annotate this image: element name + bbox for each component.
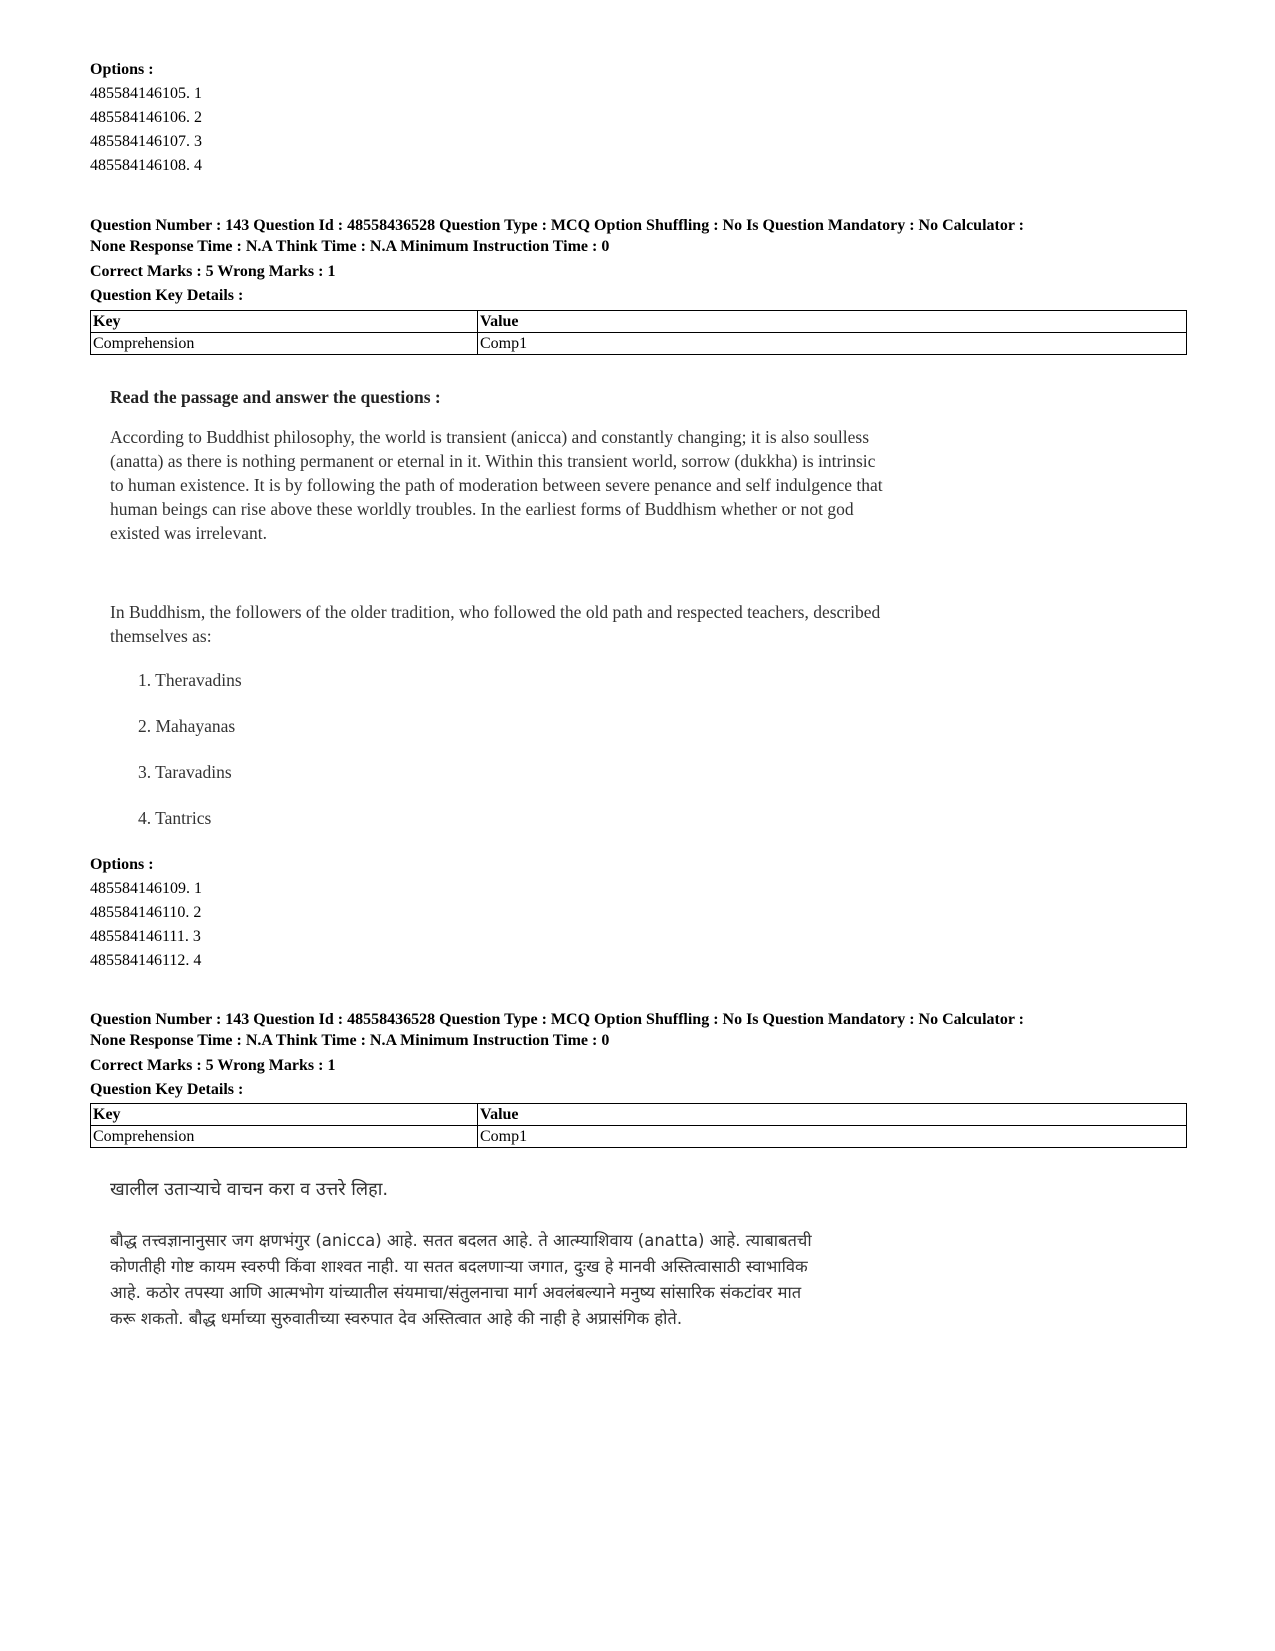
option-item: 485584146106. 2: [90, 109, 202, 126]
passage-text: [110, 1228, 1110, 1332]
option-item: 485584146111. 3: [90, 928, 201, 945]
marks-line: Correct Marks : 5 Wrong Marks : 1: [90, 263, 336, 280]
passage-line: कोणतीही गोष्ट कायम स्वरुपी किंवा शाश्वत नाही. या सतत बदलणाऱ्या जगात, दुःख हे मानवी अस्तित्वासाठी स्वाभाविक: [110, 1257, 808, 1276]
passage-title: Read the passage and answer the questions :: [110, 387, 441, 407]
choice-item: 2. Mahayanas: [138, 716, 236, 736]
key-details-label: Question Key Details :: [90, 1081, 244, 1098]
question-meta: [90, 215, 1210, 257]
table-header-value: Value: [478, 311, 1187, 333]
question-key-table: [90, 1103, 1187, 1148]
passage-line: existed was irrelevant.: [110, 523, 267, 543]
table-row: [91, 333, 1187, 355]
passage-title: खालील उताऱ्याचे वाचन करा व उत्तरे लिहा.: [110, 1179, 389, 1200]
table-cell-value: Comp1: [478, 1126, 1187, 1148]
table-header-row: [91, 311, 1187, 333]
option-item: 485584146112. 4: [90, 952, 202, 969]
passage-line: (anatta) as there is nothing permanent or eternal in it. Within this transient world, sorrow (dukkha) is intrinsic: [110, 451, 876, 471]
option-item: 485584146105. 1: [90, 85, 202, 102]
passage-line: आहे. कठोर तपस्या आणि आत्मभोग यांच्यातील संयमाचा/संतुलनाचा मार्ग अवलंबल्याने मनुष्य सांसारिक संकटांवर मात: [110, 1283, 802, 1302]
choice-item: 1. Theravadins: [138, 670, 242, 690]
question-line: In Buddhism, the followers of the older tradition, who followed the old path and respected teachers, described: [110, 602, 881, 622]
question-meta: [90, 1009, 1210, 1051]
passage-line: to human existence. It is by following the path of moderation between severe penance and self indulgence that: [110, 475, 883, 495]
option-item: 485584146110. 2: [90, 904, 202, 921]
question-meta-line: None Response Time : N.A Think Time : N.A Minimum Instruction Time : 0: [90, 1032, 610, 1049]
table-row: [91, 1126, 1187, 1148]
options-label: Options :: [90, 856, 154, 873]
passage-line: According to Buddhist philosophy, the world is transient (anicca) and constantly changing; it is also soulless: [110, 427, 870, 447]
choice-item: 4. Tantrics: [138, 808, 212, 828]
question-meta-line: None Response Time : N.A Think Time : N.A Minimum Instruction Time : 0: [90, 238, 610, 255]
question-line: themselves as:: [110, 626, 212, 646]
passage-line: human beings can rise above these worldly troubles. In the earliest forms of Buddhism whether or not god: [110, 499, 854, 519]
table-cell-value: Comp1: [478, 333, 1187, 355]
option-item: 485584146109. 1: [90, 880, 202, 897]
table-cell-key: Comprehension: [91, 333, 478, 355]
question-text: [110, 600, 1110, 648]
option-item: 485584146108. 4: [90, 157, 202, 174]
table-header-key: Key: [91, 1104, 478, 1126]
marks-line: Correct Marks : 5 Wrong Marks : 1: [90, 1057, 336, 1074]
table-cell-key: Comprehension: [91, 1126, 478, 1148]
table-header-row: [91, 1104, 1187, 1126]
table-header-key: Key: [91, 311, 478, 333]
option-item: 485584146107. 3: [90, 133, 202, 150]
passage-text: [110, 425, 1110, 545]
question-key-table: [90, 310, 1187, 355]
choice-item: 3. Taravadins: [138, 762, 232, 782]
passage-line: बौद्ध तत्त्वज्ञानानुसार जग क्षणभंगुर (anicca) आहे. सतत बदलत आहे. ते आत्म्याशिवाय (anatta) आहे. त्याबाबतची: [110, 1231, 812, 1250]
key-details-label: Question Key Details :: [90, 287, 244, 304]
question-meta-line: Question Number : 143 Question Id : 48558436528 Question Type : MCQ Option Shuffling : No Is Question Mandatory : No Calculator :: [90, 217, 1024, 234]
question-meta-line: Question Number : 143 Question Id : 48558436528 Question Type : MCQ Option Shuffling : No Is Question Mandatory : No Calculator :: [90, 1011, 1024, 1028]
table-header-value: Value: [478, 1104, 1187, 1126]
options-label: Options :: [90, 61, 154, 78]
passage-line: करू शकतो. बौद्ध धर्माच्या सुरुवातीच्या स्वरुपात देव अस्तित्वात आहे की नाही हे अप्रासंगिक होते.: [110, 1309, 683, 1328]
